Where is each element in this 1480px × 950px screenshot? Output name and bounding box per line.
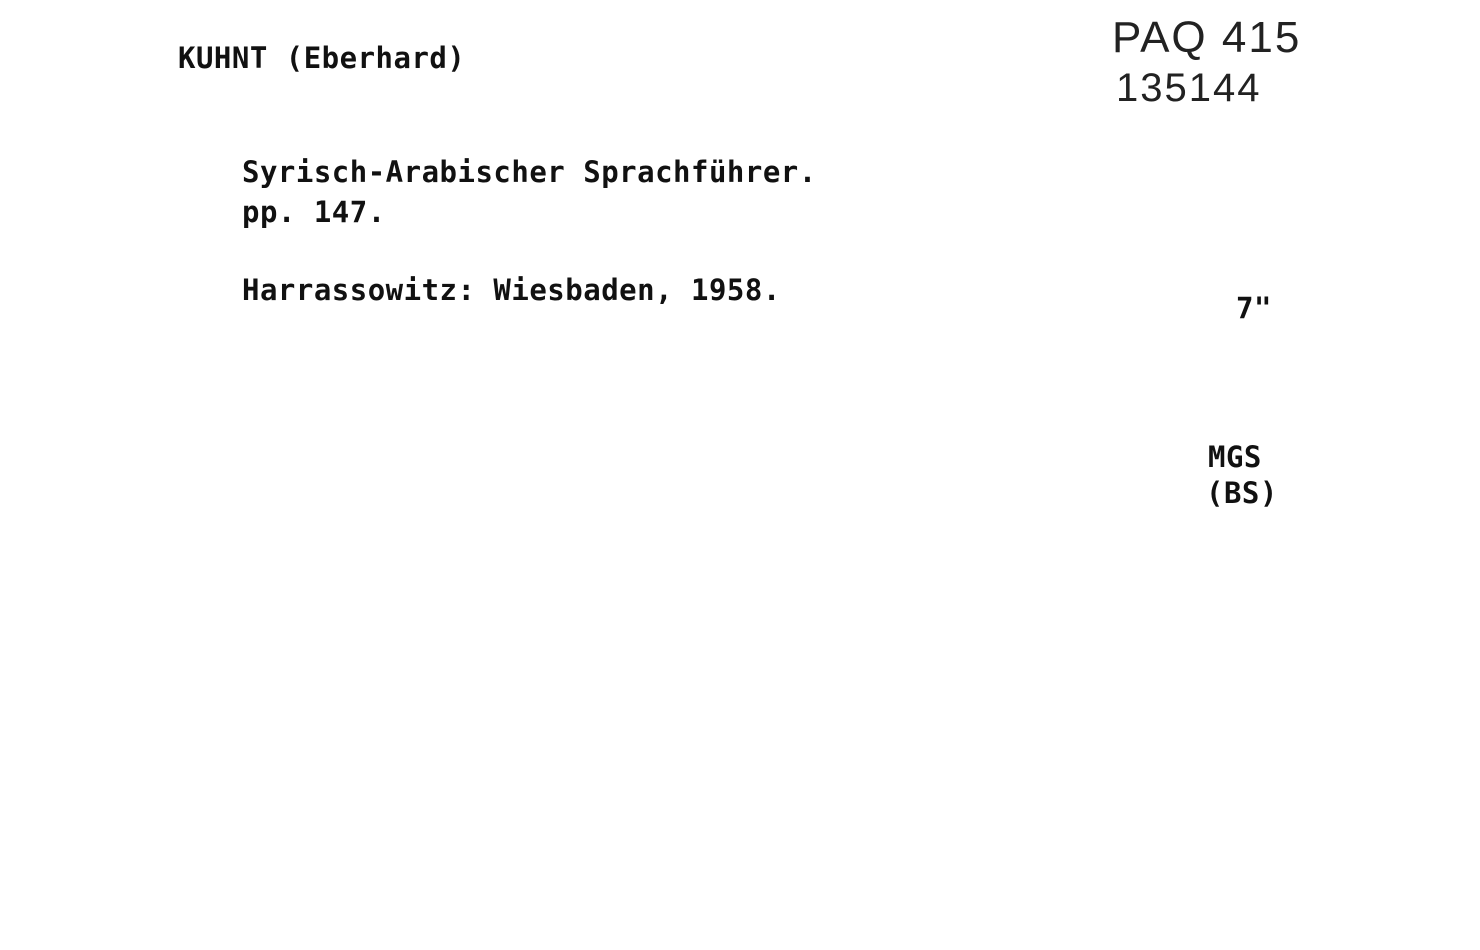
shelfmark-line-2: 135144 [1116, 66, 1262, 110]
location-code: MGS [1208, 440, 1262, 474]
shelfmark-line-1: PAQ 415 [1112, 13, 1302, 62]
book-title: Syrisch-Arabischer Sprachführer. [242, 155, 817, 189]
pagination: pp. 147. [242, 195, 386, 229]
location-subcode: (BS) [1206, 476, 1278, 510]
author-heading: KUHNT (Eberhard) [178, 41, 466, 75]
imprint: Harrassowitz: Wiesbaden, 1958. [242, 273, 781, 307]
size-note: 7" [1236, 291, 1272, 325]
